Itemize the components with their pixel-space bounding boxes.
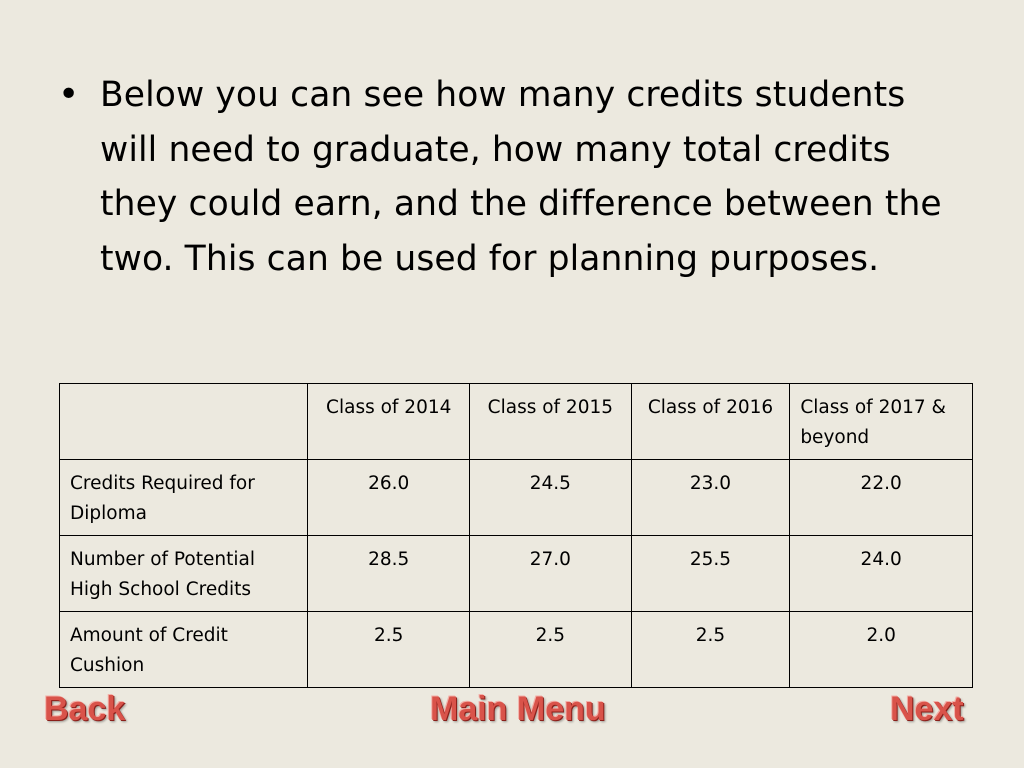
table-row [60,612,973,688]
table-row [60,460,973,536]
credits-table [59,383,973,688]
table-cell: 28.5 [308,536,470,612]
back-button[interactable]: Back [44,690,126,728]
row-label: Number of Potential High School Credits [60,536,308,612]
table-header-row [60,384,973,460]
table-cell: 2.5 [470,612,632,688]
table-cell: 27.0 [470,536,632,612]
table-cell: 26.0 [308,460,470,536]
table-header-cell: Class of 2016 [631,384,790,460]
table-header-cell: Class of 2017 & beyond [790,384,973,460]
table-header-cell [60,384,308,460]
table-cell: 24.5 [470,460,632,536]
bullet-marker: • [58,74,80,115]
table-cell: 22.0 [790,460,973,536]
main-menu-button[interactable]: Main Menu [430,690,606,728]
bullet-text: Below you can see how many credits students will need to graduate, how many total credits they could earn, and the difference between the two. This can be used for planning purposes. [100,75,942,279]
bullet-item [58,68,978,286]
table-cell: 2.0 [790,612,973,688]
table-row [60,536,973,612]
table-cell: 23.0 [631,460,790,536]
table-cell: 24.0 [790,536,973,612]
next-button[interactable]: Next [890,690,964,728]
table-cell: 25.5 [631,536,790,612]
row-label: Credits Required for Diploma [60,460,308,536]
table-header-cell: Class of 2014 [308,384,470,460]
row-label: Amount of Credit Cushion [60,612,308,688]
table-cell: 2.5 [308,612,470,688]
table-cell: 2.5 [631,612,790,688]
table-header-cell: Class of 2015 [470,384,632,460]
